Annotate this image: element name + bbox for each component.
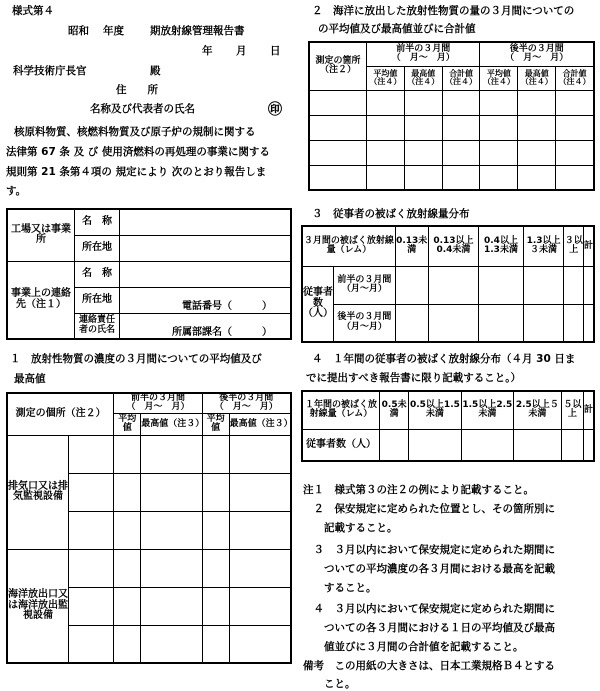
s2-first-half: 前半の３月間 （ 月～ 月） <box>367 42 480 66</box>
avg-header-1: 平均値 <box>114 413 141 435</box>
body-line-1: 核原料物質、核燃料物質及び原子炉の規制に関する <box>14 126 256 138</box>
seal-mark: ㊞ <box>268 102 282 118</box>
max-header-2: 最高値（注３） <box>229 413 291 435</box>
date-year: 年 <box>202 45 213 57</box>
note-3b: ついての平均濃度の各３月間における最高を記載 <box>303 563 555 575</box>
name-label: 名称及び代表者の氏名 <box>90 103 195 115</box>
addressee-suffix: 殿 <box>150 65 161 77</box>
business-info-table <box>6 208 292 340</box>
s3-c2: 0.13以上0.4未満 <box>428 226 479 266</box>
address-label: 住 所 <box>116 84 158 96</box>
concentration-table <box>6 392 292 664</box>
body-line-4: す。 <box>6 185 27 197</box>
location-value[interactable] <box>120 235 292 261</box>
factory-label: 工場又は事業所 <box>7 209 75 261</box>
s3-c4: 1.3以上３未満 <box>523 226 564 266</box>
section1-title-l1: １ 放射性物質の濃度の３月間についての平均値及び <box>10 353 262 365</box>
person-label: 連絡責任者の氏名 <box>75 313 120 339</box>
body-line-2: 法律第 67 条 及 び 使用済燃料の再処理の事業に関する <box>6 146 270 158</box>
max-header-1: 最高値（注３） <box>141 413 202 435</box>
era-label: 昭和 <box>68 25 89 37</box>
s3-c6: 計 <box>583 226 594 266</box>
second-half-header: 後半の３月間 （ 月～ 月） <box>202 393 291 413</box>
date-day: 日 <box>270 45 281 57</box>
section1-title-l2: 最高値 <box>14 373 46 385</box>
body-line-3: 規則第 21 条第４項の 規定により 次のとおり報告しま <box>6 166 267 178</box>
s4-c4: 2.5以上５未満 <box>514 391 562 429</box>
note-2b: 記載すること。 <box>303 522 398 534</box>
dose-distribution-table <box>301 225 595 343</box>
form-number: 様式第４ <box>12 5 54 17</box>
phone-number-field[interactable]: 電話番号（ ） <box>120 287 292 313</box>
s2-sum-1: 合計値（注４） <box>442 66 480 90</box>
s2-max-1: 最高値（注４） <box>404 66 442 90</box>
note-4c: 値並びに３月間の合計値を記載すること。 <box>303 641 524 653</box>
s4-c2: 0.5以上1.5未満 <box>409 391 461 429</box>
ocean-release-table <box>308 41 595 191</box>
s3-rowhead: 従事者数（人） <box>302 266 334 342</box>
section2-title-l2: の平均値及び最高値並びに合計値 <box>318 23 476 35</box>
s2-second-half: 後半の３月間 （ 月～ 月） <box>480 42 594 66</box>
s3-r1: 前半の３月間（月～月） <box>334 266 396 304</box>
s2-max-2: 最高値（注４） <box>518 66 556 90</box>
addressee: 科学技術庁長官 <box>13 65 87 77</box>
s4-head: １年間の被ばく放射線量（レム） <box>302 391 380 429</box>
exhaust-row-label: 排気口又は排気監視設備 <box>7 435 69 549</box>
name-cell-label: 名 称 <box>75 209 120 235</box>
first-half-header: 前半の３月間 （ 月～ 月） <box>114 393 202 413</box>
contact-location-label: 所在地 <box>75 287 120 313</box>
location-cell-label: 所在地 <box>75 235 120 261</box>
s2-sum-2: 合計値（注４） <box>556 66 594 90</box>
measure-point-header: 測定の個所（注２） <box>7 393 114 435</box>
name-value[interactable] <box>120 209 292 235</box>
contact-label: 事業上の連絡先（注１） <box>7 261 75 339</box>
s4-c3: 1.5以上2.5未満 <box>461 391 513 429</box>
section4-title-l2: でに提出すべき報告書に限り記載すること。） <box>306 372 522 384</box>
annual-dose-table <box>301 390 595 462</box>
date-month: 月 <box>236 45 247 57</box>
s3-c5: ３以上 <box>564 226 584 266</box>
s4-c1: 0.5未満 <box>380 391 409 429</box>
avg-header-2: 平均値 <box>202 413 229 435</box>
note-2: ２ 保安規定に定められた位置とし、その箇所別に <box>303 503 555 515</box>
section2-title-l1: ２ 海洋に放出した放射性物質の量の３月間についての <box>312 5 575 17</box>
s3-r2: 後半の３月間（月～月） <box>334 304 396 342</box>
s4-c5: ５以上 <box>561 391 583 429</box>
note-1: 注１ 様式第３の注２の例により記載すること。 <box>303 484 534 496</box>
s2-avg-2: 平均値（注４） <box>480 66 518 90</box>
s3-c1: 0.13未満 <box>395 226 428 266</box>
s2-avg-1: 平均値（注４） <box>367 66 405 90</box>
note-3c: すること。 <box>303 582 377 594</box>
remarks-b: こと。 <box>303 678 356 690</box>
ocean-outlet-row-label: 海洋放出口又は海洋放出監視設備 <box>7 549 69 663</box>
s3-head: ３月間の被ばく放射線量（レム） <box>302 226 395 266</box>
note-4b: ついての各３月間における１日の平均値及び最高 <box>303 622 555 634</box>
s3-c3: 0.4以上1.3未満 <box>479 226 523 266</box>
report-title: 期放射線管理報告書 <box>150 25 245 37</box>
measure-point-header-2: 測定の箇所（注２） <box>309 42 367 90</box>
section4-title-l1: ４ １年間の従事者の被ばく放射線分布（４月 30 日ま <box>312 353 576 365</box>
remarks: 備考 この用紙の大きさは、日本工業規格Ｂ４とする <box>303 660 555 672</box>
contact-name-label: 名 称 <box>75 261 120 287</box>
section3-title: ３ 従事者の被ばく放射線量分布 <box>312 208 470 220</box>
year-label: 年度 <box>103 25 124 37</box>
s4-c6: 計 <box>583 391 594 429</box>
note-4: ４ ３月以内において保安規定に定められた期間に <box>303 603 555 615</box>
note-3: ３ ３月以内において保安規定に定められた期間に <box>303 544 555 556</box>
department-field[interactable]: 所属部課名（ ） <box>120 313 292 339</box>
s4-rowhead: 従事者数（人） <box>302 429 380 461</box>
contact-name-value[interactable] <box>120 261 292 287</box>
